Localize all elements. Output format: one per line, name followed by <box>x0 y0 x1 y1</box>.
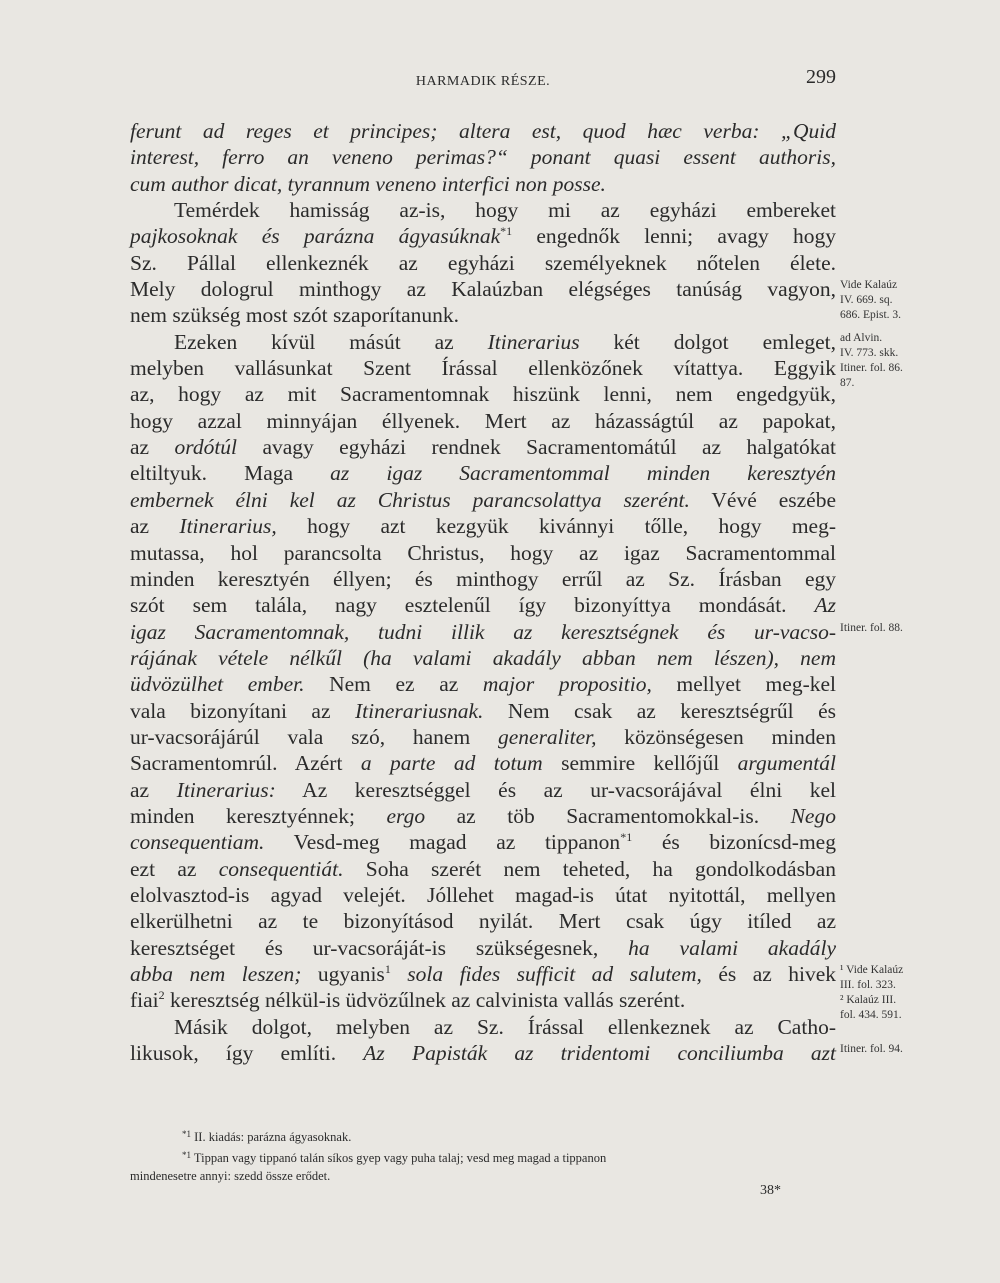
text-line <box>130 592 836 618</box>
text-line <box>130 829 836 855</box>
text-span: és az hivek <box>701 962 837 986</box>
text-span: Nem csak az keresztségrűl és <box>483 698 837 723</box>
italic-text: igaz Sacramentomnak, tudni illik az keresztségnek és ur-vacso- <box>130 619 836 644</box>
text-span: mellyet meg-kel <box>651 672 836 697</box>
margin-note-row: Itiner. fol. 86. <box>840 361 903 374</box>
italic-text: major propositio, <box>482 672 652 697</box>
italic-text: pajkosoknak és parázna ágyasúknak <box>130 224 501 249</box>
italic-text: cum author dicat, tyrannum veneno interfici non posse. <box>130 171 606 196</box>
running-head: HARMADIK RÉSZE. <box>415 74 551 89</box>
margin-note-row: ¹ Vide Kalaúz <box>840 964 904 977</box>
text-span: eltiltyuk. Maga <box>130 461 331 486</box>
italic-text: Nego <box>790 803 836 828</box>
margin-note <box>840 278 901 323</box>
text-span: hogy azt kezgyük kivánnyi tőlle, hogy meg- <box>276 514 836 539</box>
text-span: nem szükség most szót szaporítanunk. <box>130 303 460 328</box>
footnote-reference: 1 <box>384 962 391 976</box>
footnote-reference: *1 <box>500 224 513 239</box>
text-line <box>130 856 836 882</box>
margin-note-row: IV. 669. sq. <box>840 294 893 307</box>
text-span: Mely dologrul minthogy az Kalaúzban elégséges tanúság vagyon, <box>130 277 836 302</box>
text-line <box>130 908 836 934</box>
footnotes <box>130 1125 836 1185</box>
footnote-text: mindenesetre annyi: szedd össze erődet. <box>130 1169 331 1183</box>
text-line <box>130 302 836 328</box>
text-span: Temérdek hamisság az-is, hogy mi az egyházi embereket <box>174 198 836 223</box>
text-span <box>391 962 407 986</box>
margin-note-row: Itiner. fol. 94. <box>840 1043 903 1056</box>
text-line <box>130 1014 836 1040</box>
italic-text: az igaz Sacramentommal minden keresztyén <box>330 461 836 486</box>
italic-text: ferunt ad reges et principes; altera est, quod hæc verba: „Quid <box>130 119 836 143</box>
text-line <box>130 803 836 829</box>
text-line <box>130 487 836 513</box>
text-line <box>130 987 836 1013</box>
text-line <box>130 250 836 276</box>
text-span: és bizonícsd-meg <box>632 830 836 855</box>
margin-note-row: Itiner. fol. 88. <box>840 621 903 634</box>
margin-note-row: III. fol. 323. <box>840 979 896 992</box>
text-span: Sacramentomrúl. Azért <box>130 751 361 776</box>
text-span: Az keresztséggel és az ur-vacsorájával élni kel <box>275 777 836 802</box>
text-line <box>130 144 836 170</box>
text-line <box>130 276 836 302</box>
text-span: ezt az <box>130 856 219 881</box>
footnote-mark: *1 <box>182 1150 191 1160</box>
footnote-text: II. kiadás: parázna ágyasoknak. <box>194 1130 352 1144</box>
text-span: az, hogy az mit Sacramentomnak hiszünk lenni, nem engedgyük, <box>130 382 836 407</box>
italic-text: Itinerariusnak. <box>354 698 484 723</box>
margin-note-row: IV. 773. skk. <box>840 346 899 359</box>
italic-text: generaliter, <box>497 724 597 749</box>
text-line <box>130 355 836 381</box>
italic-text: sola fides sufficit ad salutem, <box>407 962 702 986</box>
text-span: ur-vacsorájárúl vala szó, hanem <box>130 724 498 749</box>
text-span: Vesd-meg magad az tippanon <box>264 830 621 855</box>
text-span: minden keresztyén éllyen; és minthogy errűl az Sz. Írásban egy <box>130 566 836 591</box>
footnote-text: Tippan vagy tippanó talán síkos gyep vagy puha talaj; vesd meg magad a tippanon <box>193 1151 607 1165</box>
margin-note <box>840 331 903 391</box>
text-line <box>130 750 836 776</box>
text-span: szót sem talála, nagy esztelenűl így bizonyíttya mondását. <box>130 593 815 618</box>
italic-text: Itinerarius: <box>176 777 276 802</box>
text-span: melyben vallásunkat Szent Írással ellenközőnek vítattya. Eggyik <box>130 356 836 381</box>
text-line <box>130 777 836 803</box>
text-line <box>130 171 836 197</box>
italic-text: Az Papisták az tridentomi conciliumba azt <box>363 1041 837 1066</box>
margin-note-row: ad Alvin. <box>840 331 883 344</box>
footnote-mark: *1 <box>182 1129 191 1139</box>
text-span: az <box>130 435 175 460</box>
text-span: közönségesen minden <box>596 724 836 749</box>
text-span: mutassa, hol parancsolta Christus, hogy az igaz Sacramentommal <box>130 540 836 565</box>
italic-text: ergo <box>386 803 426 828</box>
text-line <box>130 460 836 486</box>
text-span: semmire kellőjűl <box>542 751 738 776</box>
body-text <box>130 118 836 1066</box>
footnote <box>130 1167 836 1185</box>
text-span: Ezeken kívül másút az <box>174 329 488 354</box>
footnote <box>130 1125 836 1146</box>
text-line <box>130 698 836 724</box>
text-span: ugyanis <box>301 962 385 986</box>
italic-text: interest, ferro an veneno perimas?“ ponant quasi essent authoris, <box>130 145 836 170</box>
text-span: Másik dolgot, melyben az Sz. Írással ellenkeznek az Catho- <box>174 1014 836 1039</box>
text-span: hogy azzal minnyájan éllyenek. Mert az házasságtúl az papokat, <box>130 408 836 433</box>
italic-text: Itinerarius, <box>179 514 277 539</box>
text-span: elolvasztod-is agyad velejét. Jóllehet magad-is útat nyitottál, mellyen <box>130 882 836 907</box>
italic-text: ordótúl <box>174 435 238 460</box>
text-span: Sz. Pállal ellenkeznék az egyházi személyeknek nőtelen élete. <box>130 250 836 275</box>
text-line <box>130 118 836 144</box>
text-span: Nem ez az <box>304 672 483 697</box>
text-span: Vévé eszébe <box>689 487 836 512</box>
text-span: az <box>130 777 177 802</box>
margin-note <box>840 1042 903 1057</box>
page-header <box>130 66 836 96</box>
italic-text: consequentiát. <box>218 856 344 881</box>
text-line <box>130 329 836 355</box>
margin-note-row: 87. <box>840 376 855 389</box>
italic-text: consequentiam. <box>130 830 265 855</box>
text-line <box>130 566 836 592</box>
text-line <box>130 381 836 407</box>
text-span: az <box>130 514 180 539</box>
page-number: 299 <box>806 66 836 88</box>
text-span: elkerülhetni az te bizonyításod nyilát. Mert csak úgy itíled az <box>130 909 836 934</box>
text-line <box>130 223 836 249</box>
margin-note-row: fol. 434. 591. <box>840 1009 902 1022</box>
text-line <box>130 961 836 987</box>
text-line <box>130 671 836 697</box>
text-span: avagy egyházi rendnek Sacramentomátúl az halgatókat <box>237 435 836 460</box>
text-span: keresztséget és ur-vacsoráját-is szükségesnek, <box>130 935 629 960</box>
text-line <box>130 540 836 566</box>
text-span: minden keresztyénnek; <box>130 803 387 828</box>
text-line <box>130 882 836 908</box>
printer-signature: 38* <box>760 1183 781 1198</box>
italic-text: ha valami akadály <box>628 935 836 960</box>
text-span: engednők lenni; avagy hogy <box>512 224 836 249</box>
text-span: Soha szerét nem teheted, ha gondolkodásban <box>343 856 836 881</box>
text-span: keresztség nélkül-is üdvözűlnek az calvinista vallás szerént. <box>164 988 686 1013</box>
italic-text: Itinerarius <box>487 329 580 354</box>
footnote-reference: *1 <box>620 830 633 845</box>
margin-note-row: ² Kalaúz III. <box>840 994 897 1007</box>
italic-text: a parte ad totum <box>360 751 543 776</box>
footnote <box>130 1146 836 1167</box>
margin-note <box>840 963 903 1023</box>
text-line <box>130 724 836 750</box>
text-line <box>130 619 836 645</box>
italic-text: argumentál <box>737 751 837 776</box>
text-span: likusok, így említi. <box>130 1041 364 1066</box>
text-line <box>130 513 836 539</box>
text-line <box>130 408 836 434</box>
margin-note-row: 686. Epist. 3. <box>840 309 902 322</box>
margin-note-row: Vide Kalaúz <box>840 279 898 292</box>
text-span: az töb Sacramentomokkal-is. <box>425 803 791 828</box>
italic-text: üdvözülhet ember. <box>130 672 305 697</box>
italic-text: embernek élni kel az Christus parancsolattya szerént. <box>130 487 690 512</box>
text-span: fiai <box>130 988 159 1013</box>
italic-text: Az <box>814 593 836 618</box>
text-line <box>130 1040 836 1066</box>
text-span: két dolgot emleget, <box>579 329 837 354</box>
text-span: vala bizonyítani az <box>130 698 355 723</box>
italic-text: rájának vétele nélkűl (ha valami akadály abban nem lészen), nem <box>130 645 836 670</box>
footnote-reference: 2 <box>158 988 165 1003</box>
italic-text: abba nem leszen; <box>130 962 302 986</box>
text-line <box>130 197 836 223</box>
margin-note <box>840 621 903 636</box>
text-line <box>130 645 836 671</box>
text-line <box>130 935 836 961</box>
text-line <box>130 434 836 460</box>
